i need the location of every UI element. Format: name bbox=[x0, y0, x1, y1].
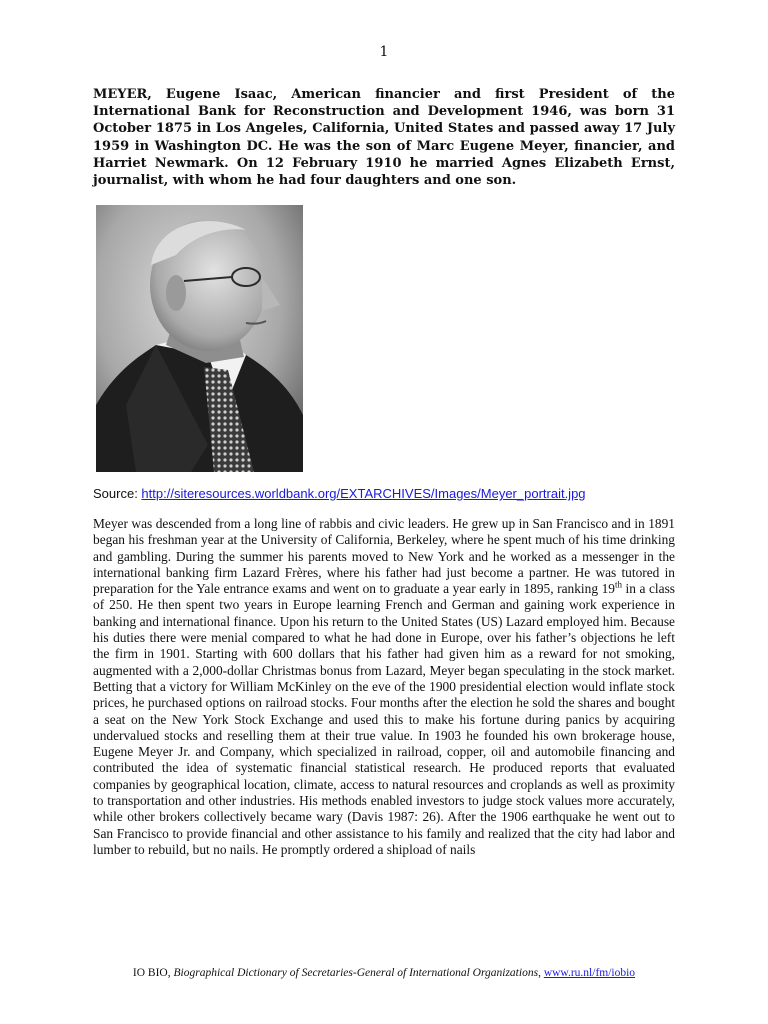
page-number: 1 bbox=[379, 44, 389, 60]
ordinal-suffix: th bbox=[614, 579, 622, 590]
body-paragraph bbox=[93, 516, 675, 858]
portrait-photo bbox=[96, 205, 303, 472]
body-text-part-1: Meyer was descended from a long line of rabbis and civic leaders. He grew up in San Francisco and in 1891 began his freshman year at the University of California, Berkeley, where he spent much of his time drinking and gambling. During the summer his parents moved to New York and he worked as a messenger in the international banking firm Lazard Frères, where his father had just become a partner. He was tutored in preparation for the Yale entrance exams and went on to graduate a year early in 1895, ranking 19 bbox=[93, 516, 675, 597]
footer-prefix: IO BIO, bbox=[132, 967, 174, 979]
footer-separator: , bbox=[538, 967, 544, 979]
footer-link[interactable]: www.ru.nl/fm/iobio bbox=[543, 967, 636, 979]
footer bbox=[0, 967, 768, 979]
source-label: Source: bbox=[93, 486, 142, 501]
body-text-part-2: in a class of 250. He then spent two years in Europe learning French and German and gaining work experience in banking and international finance. Upon his return to the United States (US) Lazard employed him. Because his duties there were menial compared to what he had done in Europe, over his father’s objections he left the firm in 1901. Starting with 600 dollars that his father had given him as a reward for not smoking, augmented with a 2,000-dollar Christmas bonus from Lazard, Meyer began speculating in the stock market. Betting that a victory for William McKinley on the eve of the 1900 presidential election would inflate stock prices, he purchased options on railroad stocks. Four months after the election he sold the shares and bought a seat on the New York Stock Exchange and used this to make his fortune during panics by acquiring undervalued stocks and reselling them at their true value. In 1903 he founded his own brokerage house, Eugene Meyer Jr. and Company, which specialized in railroad, copper, oil and automobile financing and contributed the idea of systematic financial statistical research. He produced reports that evaluated companies by geographical location, climate, access to natural resources and croplands as well as proximity to transportation and other industries. His methods enabled investors to judge stock values more accurately, while other brokers collectively became wary (Davis 1987: 26). After the 1906 earthquake he went out to San Francisco to provide financial and other assistance to his family and realized that the city had labor and lumber to rebuild, but no nails. He promptly ordered a shipload of nails bbox=[93, 581, 675, 857]
footer-title: Biographical Dictionary of Secretaries-General of International Organizations bbox=[173, 967, 539, 979]
intro-paragraph: MEYER, Eugene Isaac, American financier and first President of the International Bank for Reconstruction and Development 1946, was born 31 October 1875 in Los Angeles, California, United States and passed away 17 July 1959 in Washington DC. He was the son of Marc Eugene Meyer, financier, and Harriet Newmark. On 12 February 1910 he married Agnes Elizabeth Ernst, journalist, with whom he had four daughters and one son. bbox=[93, 87, 675, 189]
source-line bbox=[93, 486, 693, 501]
source-link[interactable]: http://siteresources.worldbank.org/EXTARCHIVES/Images/Meyer_portrait.jpg bbox=[141, 486, 586, 501]
